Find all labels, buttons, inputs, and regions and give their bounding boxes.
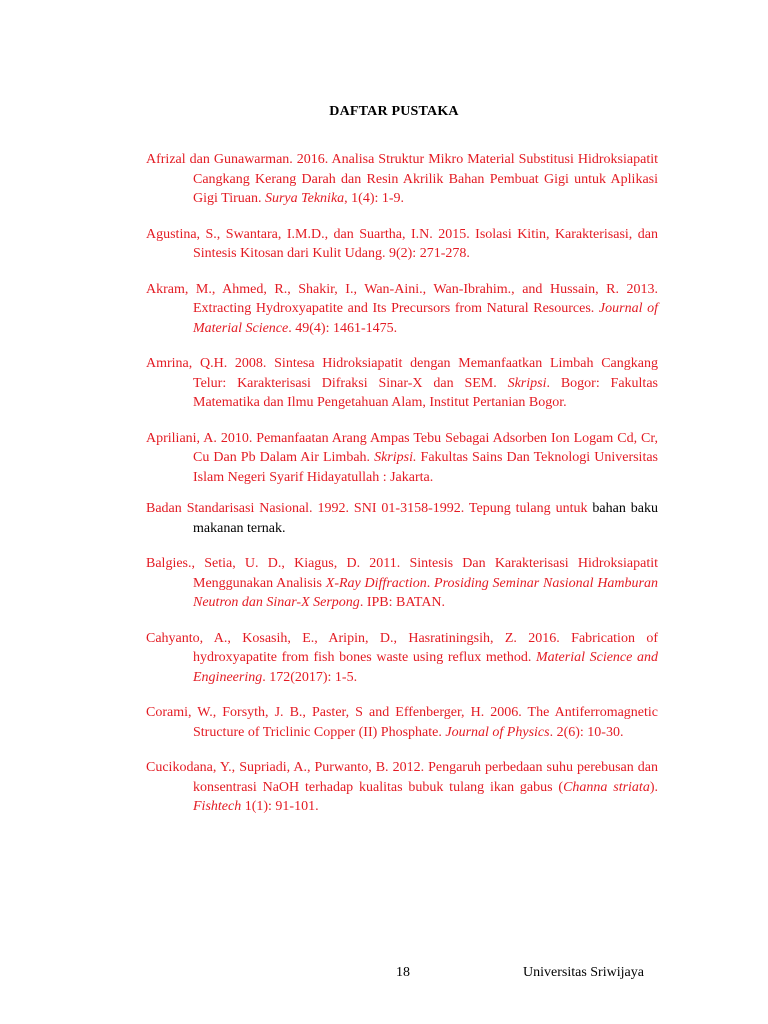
reference-text: . 172(2017): 1-5. — [262, 669, 358, 685]
reference-text: Apriliani, A. 2010. Pemanfaatan Arang Ampas Tebu Sebagai Adsorben Ion Logam Cd, Cr, Cu Dan Pb Dalam Air Limbah. — [146, 430, 658, 465]
reference-text: . 49(4): 1461-1475. — [288, 320, 398, 336]
reference-text: , 1(4): 1-9. — [344, 191, 405, 206]
reference-entry — [146, 354, 658, 413]
reference-text: bahan baku makanan ternak. — [193, 501, 658, 536]
reference-text: Cucikodana, Y., Supriadi, A., Purwanto, B. 2012. Pengaruh perbedaan suhu perebusan dan konsentrasi NaOH terhadap kualitas bubuk tulang ikan gabus ( — [146, 760, 658, 795]
reference-text: . 2(6): 10-30. — [549, 724, 624, 740]
reference-text: Agustina, S., Swantara, I.M.D., dan Suartha, I.N. 2015. Isolasi Kitin, Karakterisasi, dan Sintesis Kitosan dari Kulit Udang. 9(2): 271-278. — [146, 226, 658, 261]
reference-entry — [146, 554, 658, 613]
reference-entry — [146, 150, 658, 209]
reference-text: Amrina, Q.H. 2008. Sintesa Hidroksiapatit dengan Memanfaatkan Limbah Cangkang Telur: Karakterisasi Difraksi Sinar-X dan SEM. — [146, 356, 658, 391]
reference-text: Skripsi — [507, 375, 547, 391]
reference-text: X-Ray Diffraction — [325, 575, 427, 591]
page-title: DAFTAR PUSTAKA — [329, 104, 459, 119]
reference-entry — [146, 499, 658, 538]
reference-text: Journal of Material Science — [193, 301, 658, 336]
reference-list — [146, 150, 658, 817]
reference-text: Surya Teknika — [264, 191, 345, 206]
reference-text: Balgies., Setia, U. D., Kiagus, D. 2011. Sintesis Dan Karakterisasi Hidroksiapatit Menggunakan Analisis — [146, 556, 658, 591]
reference-text: Afrizal dan Gunawarman. 2016. Analisa Struktur Mikro Material Substitusi Hidroksiapatit Cangkang Kerang Darah dan Resin Akrilik Bahan Pembuat Gigi untuk Aplikasi Gigi Tiruan. — [146, 152, 658, 206]
reference-entry — [146, 429, 658, 488]
reference-text: ). — [649, 779, 658, 795]
reference-entry — [146, 280, 658, 339]
reference-text: Corami, W., Forsyth, J. B., Paster, S and Effenberger, H. 2006. The Antiferromagnetic Structure of Triclinic Copper (II) Phosphate. — [146, 705, 658, 740]
page-number: 18 — [396, 965, 410, 980]
reference-text: Fakultas Sains Dan Teknologi Universitas Islam Negeri Syarif Hidayatullah : Jakarta. — [193, 450, 658, 485]
reference-text: . Bogor: Fakultas Matematika dan Ilmu Pengetahuan Alam, Institut Pertanian Bogor. — [193, 375, 658, 410]
reference-text: 1(1): 91-101. — [241, 799, 319, 814]
reference-entry — [146, 225, 658, 264]
reference-text: Channa striata — [563, 779, 650, 795]
reference-text: Fishtech — [193, 799, 242, 814]
reference-text: Akram, M., Ahmed, R., Shakir, I., Wan-Aini., Wan-Ibrahim., and Hussain, R. 2013. Extracting Hydroxyapatite and Its Precursors from Natural Resources. — [146, 281, 658, 316]
reference-entry — [146, 629, 658, 688]
reference-text: . — [426, 575, 435, 591]
reference-text: Cahyanto, A., Kosasih, E., Aripin, D., Hasratiningsih, Z. 2016. Fabrication of hydroxyapatite from fish bones waste using reflux method. — [146, 630, 658, 665]
reference-text: Journal of Physics — [445, 724, 550, 740]
reference-text: . IPB: BATAN. — [359, 595, 446, 610]
reference-text: Skripsi. — [374, 450, 417, 465]
reference-text: Material Science and Engineering — [193, 650, 658, 685]
reference-entry — [146, 703, 658, 742]
reference-entry — [146, 758, 658, 817]
university-footer: Universitas Sriwijaya — [523, 965, 644, 980]
reference-text: Badan Standarisasi Nasional. 1992. SNI 01-3158-1992. Tepung tulang untuk — [146, 501, 593, 516]
reference-text: Prosiding Seminar Nasional Hamburan Neutron dan Sinar-X Serpong — [193, 575, 658, 610]
